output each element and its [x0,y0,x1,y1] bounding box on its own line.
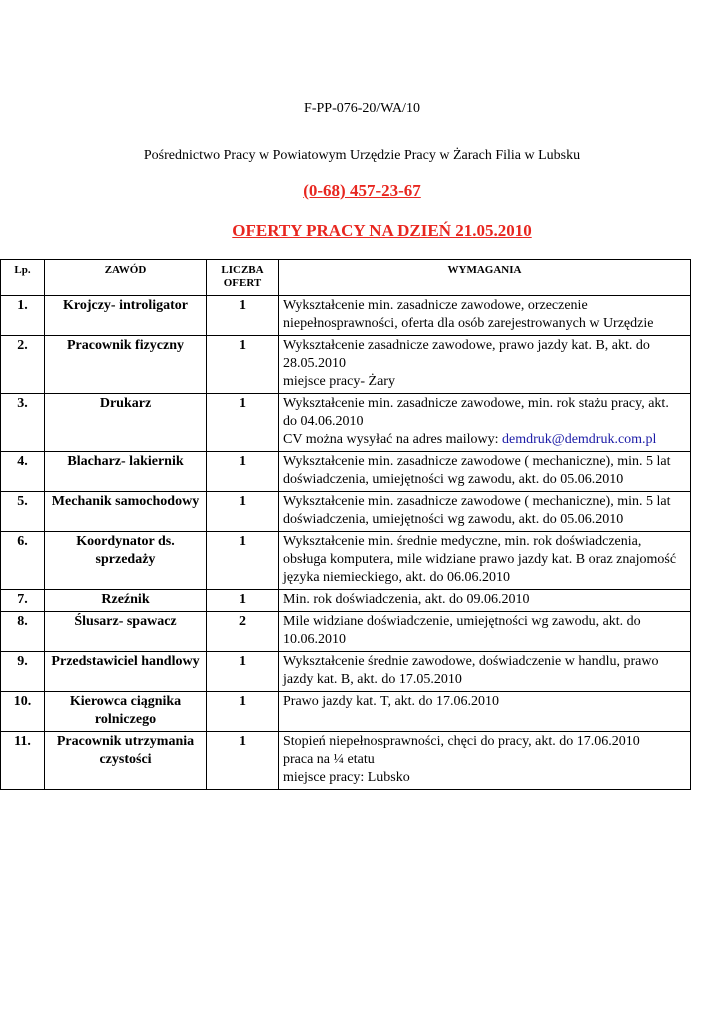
row-wymagania [279,652,691,692]
table-row [1,532,691,590]
office-name: Pośrednictwo Pracy w Powiatowym Urzędzie Pracy w Żarach Filia w Lubsku [143,148,581,163]
row-zawod: Pracownik utrzymania czystości [45,732,207,790]
requirement-line: Min. rok doświadczenia, akt. do 09.06.2010 [283,592,530,607]
header-liczba-ofert [207,260,279,296]
row-wymagania [279,532,691,590]
row-lp: 5. [1,492,45,532]
cv-label: CV można wysyłać na adres mailowy: [283,432,503,447]
job-offers-table [0,259,691,790]
header-wymagania: WYMAGANIA [279,260,691,296]
page-title: OFERTY PRACY NA DZIEŃ 21.05.2010 [232,221,532,240]
row-wymagania [279,452,691,492]
table-row [1,394,691,452]
table-row [1,652,691,692]
row-zawod: Kierowca ciągnika rolniczego [45,692,207,732]
table-row [1,732,691,790]
table-row [1,492,691,532]
row-zawod: Przedstawiciel handlowy [45,652,207,692]
row-lp: 7. [1,590,45,612]
row-liczba-ofert: 1 [207,590,279,612]
row-liczba-ofert: 1 [207,452,279,492]
row-lp: 6. [1,532,45,590]
requirement-line: Mile widziane doświadczenie, umiejętności wg zawodu, akt. do 10.06.2010 [283,614,641,647]
row-zawod: Blacharz- lakiernik [45,452,207,492]
row-lp: 9. [1,652,45,692]
header-lp: Lp. [1,260,45,296]
row-lp: 11. [1,732,45,790]
row-liczba-ofert: 1 [207,732,279,790]
requirement-line: Wykształcenie min. średnie medyczne, min. rok doświadczenia, obsługa komputera, mile widziane prawo jazdy kat. B oraz znajomość języka niemieckiego, akt. do 06.06.2010 [283,534,677,585]
requirement-line: miejsce pracy- Żary [283,374,395,389]
row-zawod: Krojczy- introligator [45,296,207,336]
row-wymagania [279,394,691,452]
table-row [1,336,691,394]
table-row [1,452,691,492]
row-liczba-ofert: 1 [207,492,279,532]
cv-line [283,431,686,449]
header-zawod: ZAWÓD [45,260,207,296]
row-lp: 10. [1,692,45,732]
row-wymagania [279,692,691,732]
row-liczba-ofert: 1 [207,652,279,692]
table-row [1,590,691,612]
requirement-line: miejsce pracy: Lubsko [283,770,410,785]
row-liczba-ofert: 1 [207,296,279,336]
row-lp: 2. [1,336,45,394]
row-liczba-ofert: 1 [207,692,279,732]
requirement-line: Stopień niepełnosprawności, chęci do pracy, akt. do 17.06.2010 [283,734,640,749]
row-wymagania [279,296,691,336]
row-zawod: Drukarz [45,394,207,452]
row-wymagania [279,492,691,532]
requirement-line: Wykształcenie min. zasadnicze zawodowe ( mechaniczne), min. 5 lat doświadczenia, umiejętności wg zawodu, akt. do 05.06.2010 [283,454,671,487]
email-link[interactable]: demdruk@demdruk.com.pl [502,432,657,447]
row-lp: 8. [1,612,45,652]
header-liczba-line2: OFERT [223,277,262,289]
row-lp: 1. [1,296,45,336]
row-wymagania [279,612,691,652]
header-liczba-line1: LICZBA [221,264,264,276]
row-zawod: Pracownik fizyczny [45,336,207,394]
requirement-line: Wykształcenie min. zasadnicze zawodowe ( mechaniczne), min. 5 lat doświadczenia, umiejętności wg zawodu, akt. do 05.06.2010 [283,494,671,527]
requirement-line: Wykształcenie średnie zawodowe, doświadczenie w handlu, prawo jazdy kat. B, akt. do 17.05.2010 [283,654,659,687]
requirement-line: praca na ¼ etatu [283,752,375,767]
row-wymagania [279,590,691,612]
table-body [1,296,691,790]
row-lp: 3. [1,394,45,452]
table-row [1,612,691,652]
row-wymagania [279,336,691,394]
table-header-row [1,260,691,296]
table-row [1,296,691,336]
row-zawod: Koordynator ds. sprzedaży [45,532,207,590]
requirement-line: Wykształcenie zasadnicze zawodowe, prawo jazdy kat. B, akt. do 28.05.2010 [283,338,650,371]
row-liczba-ofert: 1 [207,532,279,590]
requirement-line: Prawo jazdy kat. T, akt. do 17.06.2010 [283,694,500,709]
row-lp: 4. [1,452,45,492]
requirement-line: Wykształcenie min. zasadnicze zawodowe, orzeczenie niepełnosprawności, oferta dla osób zarejestrowanych w Urzędzie [283,298,654,331]
row-zawod: Rzeźnik [45,590,207,612]
row-liczba-ofert: 1 [207,394,279,452]
requirement-line: Wykształcenie min. zasadnicze zawodowe, min. rok stażu pracy, akt. do 04.06.2010 [283,396,669,429]
phone-number: (0-68) 457-23-67 [303,181,421,200]
row-zawod: Ślusarz- spawacz [45,612,207,652]
document-code: F-PP-076-20/WA/10 [304,101,420,116]
row-liczba-ofert: 2 [207,612,279,652]
row-wymagania [279,732,691,790]
row-zawod: Mechanik samochodowy [45,492,207,532]
table-row [1,692,691,732]
row-liczba-ofert: 1 [207,336,279,394]
